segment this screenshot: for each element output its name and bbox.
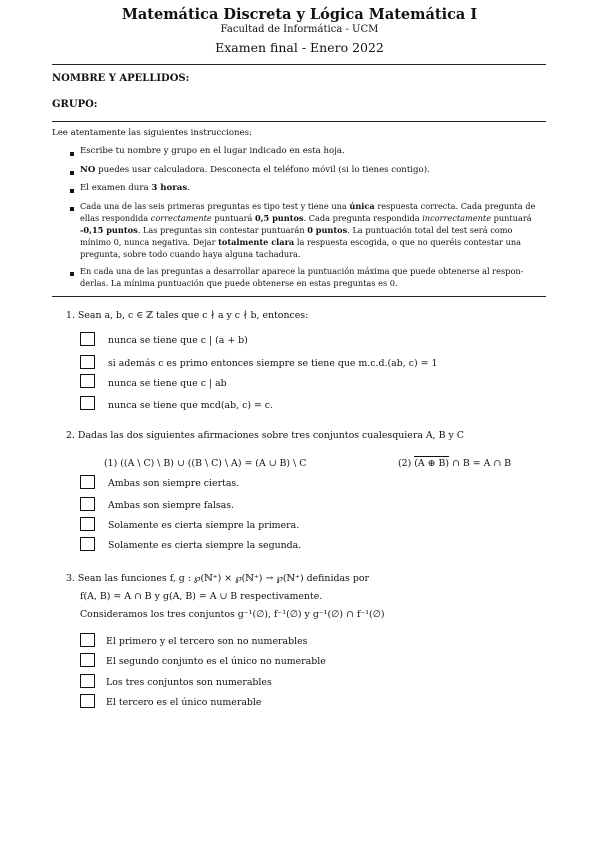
instruction-1: Escribe tu nombre y grupo en el lugar indicado en esta hoja. [80, 146, 345, 156]
q1-option-2: si además c es primo entonces siempre se tiene que m.c.d.(ab, c) = 1 [108, 358, 438, 369]
q3-option-2: El segundo conjunto es el único no numerable [106, 656, 326, 667]
instruction-4-line-3: -0,15 puntos. Las preguntas sin contestar puntuarán 0 puntos. La puntuación total del test será como [80, 225, 513, 235]
bullet-icon [70, 189, 74, 193]
question-3-stem-line-2: f(A, B) = A ∩ B y g(A, B) = A ∪ B respectivamente. [80, 591, 323, 602]
instruction-4-line-5: pregunta, sobre todo cuando haya alguna tachadura. [80, 249, 301, 259]
q1-option-4: nunca se tiene que mcd(ab, c) = c. [108, 400, 274, 411]
instruction-3: El examen dura 3 horas. [80, 183, 190, 193]
q3-option-1: El primero y el tercero son no numerables [106, 636, 308, 647]
answer-checkbox[interactable] [80, 537, 95, 551]
answer-checkbox[interactable] [80, 475, 95, 489]
question-2-stem: 2. Dadas las dos siguientes afirmaciones sobre tres conjuntos cualesquiera A, B y C [66, 430, 464, 441]
q1-option-3: nunca se tiene que c | ab [108, 378, 227, 389]
exam-session: Examen final - Enero 2022 [215, 40, 384, 55]
q2-option-1: Ambas son siempre ciertas. [108, 478, 240, 489]
exam-title: Matemática Discreta y Lógica Matemática I [121, 6, 478, 23]
answer-checkbox[interactable] [80, 374, 95, 388]
answer-checkbox[interactable] [80, 332, 95, 346]
bullet-icon [70, 152, 74, 156]
bullet-icon [70, 272, 74, 276]
q3-option-3: Los tres conjuntos son numerables [106, 677, 272, 688]
answer-checkbox[interactable] [80, 694, 95, 708]
answer-checkbox[interactable] [80, 396, 95, 410]
instruction-5-line-1: En cada una de las preguntas a desarrollar aparece la puntuación máxima que puede obtenerse al respon- [80, 266, 524, 276]
divider-student [52, 121, 546, 122]
group-label: GRUPO: [52, 99, 98, 110]
instruction-4-line-4: mínimo 0, nunca negativa. Dejar totalmente clara la respuesta escogida, o que no queréis contestar una [80, 237, 522, 247]
q2-option-2: Ambas son siempre falsas. [108, 500, 235, 511]
bullet-icon [70, 171, 74, 175]
question-3-stem-line-3: Consideramos los tres conjuntos g⁻¹(∅), f⁻¹(∅) y g⁻¹(∅) ∩ f⁻¹(∅) [80, 609, 385, 620]
q2-statement-1: (1) ((A \ C) \ B) ∪ ((B \ C) \ A) = (A ∪ B) \ C [104, 458, 307, 469]
q3-option-4: El tercero es el único numerable [106, 697, 262, 708]
answer-checkbox[interactable] [80, 517, 95, 531]
question-3-stem-line-1: 3. Sean las funciones f, g : ℘(ℕ⁺) × ℘(ℕ⁺) → ℘(ℕ⁺) definidas por [66, 573, 369, 584]
instruction-4-line-1: Cada una de las seis primeras preguntas es tipo test y tiene una única respuesta correcta. Cada pregunta de [80, 201, 536, 211]
instruction-2: NO puedes usar calculadora. Desconecta el teléfono móvil (si lo tienes contigo). [80, 165, 430, 175]
instructions-intro: Lee atentamente las siguientes instrucciones: [52, 128, 252, 138]
divider-top [52, 64, 546, 65]
answer-checkbox[interactable] [80, 497, 95, 511]
name-label: NOMBRE Y APELLIDOS: [52, 73, 190, 84]
q2-option-3: Solamente es cierta siempre la primera. [108, 520, 300, 531]
answer-checkbox[interactable] [80, 355, 95, 369]
q2-statement-2: (2) (A ⊕ B) ∩ B = A ∩ B [398, 458, 512, 469]
q1-option-1: nunca se tiene que c | (a + b) [108, 335, 248, 346]
instruction-5-line-2: derlas. La mínima puntuación que puede obtenerse en estas preguntas es 0. [80, 278, 398, 288]
divider-instructions [52, 296, 546, 297]
answer-checkbox[interactable] [80, 653, 95, 667]
question-1-stem: 1. Sean a, b, c ∈ ℤ tales que c ∤ a y c ∤ b, entonces: [66, 310, 309, 321]
bullet-icon [70, 207, 74, 211]
answer-checkbox[interactable] [80, 633, 95, 647]
answer-checkbox[interactable] [80, 674, 95, 688]
faculty-line: Facultad de Informática - UCM [220, 24, 379, 35]
instruction-4-line-2: ellas respondida correctamente puntuará 0,5 puntos. Cada pregunta respondida incorrectamente puntuará [80, 213, 532, 223]
q2-option-4: Solamente es cierta siempre la segunda. [108, 540, 302, 551]
